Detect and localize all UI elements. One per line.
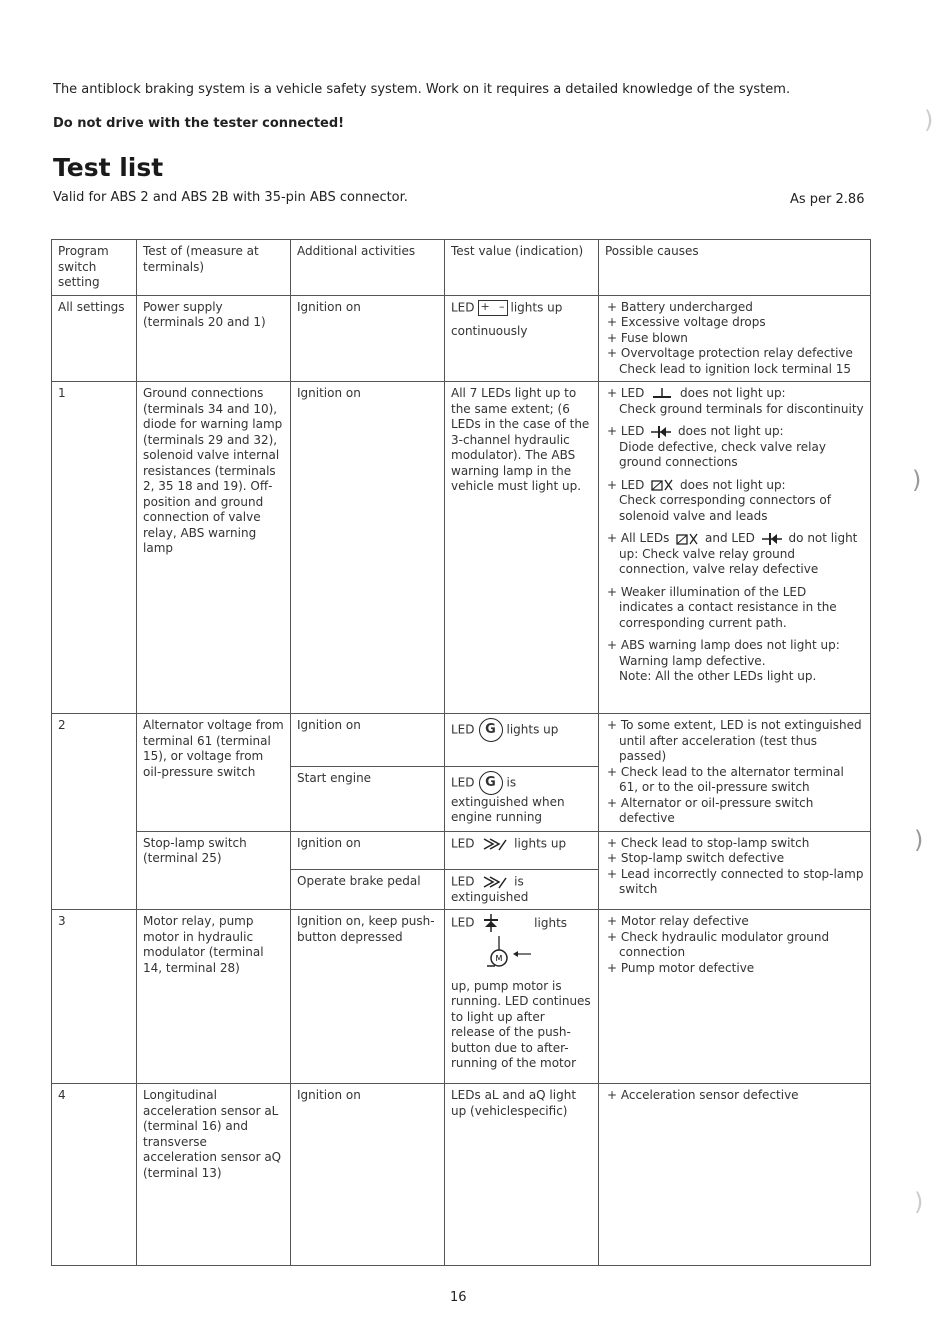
- cause-item: + Check hydraulic modulator ground connection: [607, 929, 830, 959]
- cause-item: + Overvoltage protection relay defective: [607, 346, 853, 360]
- header-causes: Possible causes: [599, 240, 871, 296]
- cause-item: + Lead incorrectly connected to stop-lamp switch: [607, 866, 864, 896]
- test-of-cell: Alternator voltage from terminal 61 (terminal 15), or voltage from oil-pressure switch: [137, 714, 291, 832]
- header-value: Test value (indication): [445, 240, 599, 296]
- generator-g-icon: G: [479, 718, 503, 742]
- activity-cell: Ignition on: [291, 295, 445, 382]
- causes-cell: [599, 382, 871, 714]
- activity-cell: Ignition on, keep push-button depressed: [291, 910, 445, 1084]
- header-activities: Additional activities: [291, 240, 445, 296]
- activity-cell: Ignition on: [291, 714, 445, 767]
- activity-cell: Ignition on: [291, 382, 445, 714]
- solenoid-valve-icon: [676, 532, 698, 546]
- causes-cell: [599, 1084, 871, 1266]
- scan-edge-mark: ): [914, 826, 924, 854]
- activity-cell: Operate brake pedal: [291, 869, 445, 910]
- row-setting-1: [52, 382, 871, 714]
- value-cell: LED is extinguished: [445, 869, 599, 910]
- causes-cell: [599, 295, 871, 382]
- scan-edge-mark: ): [912, 466, 922, 494]
- value-cell: LED lights M up, pump motor is running. LED continues to light up after release of the push-button due to after-running of the motor: [445, 910, 599, 1084]
- cause-item: + Alternator or oil-pressure switch defective: [607, 795, 814, 825]
- value-cell: LED G is extinguished when engine running: [445, 766, 599, 831]
- header-test-of: Test of (measure at terminals): [137, 240, 291, 296]
- causes-cell: [599, 910, 871, 1084]
- page-title: Test list: [53, 153, 164, 182]
- activity-cell: Ignition on: [291, 1084, 445, 1266]
- brake-light-icon: [481, 874, 507, 890]
- row-setting-4: [52, 1084, 871, 1266]
- cause-item: + Battery undercharged: [607, 299, 753, 314]
- svg-text:M: M: [495, 954, 503, 963]
- cause-item: + LED does not light up: Check ground terminals for discontinuity: [607, 386, 864, 416]
- cause-item: + Weaker illumination of the LED indicates a contact resistance in the corresponding current path.: [607, 584, 837, 630]
- value-cell: LED+ – lights up continuously: [445, 295, 599, 382]
- causes-cell: [599, 831, 871, 910]
- ground-symbol-icon: [651, 388, 673, 400]
- cause-item: + All LEDs and LED do not light up: Check valve relay ground connection, valve relay defective: [607, 531, 858, 576]
- intro-text: The antiblock braking system is a vehicle safety system. Work on it requires a detailed knowledge of the system.: [53, 82, 791, 97]
- test-list-table: [51, 239, 871, 1266]
- activity-cell: Ignition on: [291, 831, 445, 869]
- header-row: [52, 240, 871, 296]
- row-setting-2a: [52, 714, 871, 767]
- diode-symbol-icon: [762, 532, 782, 546]
- row-setting-2c: [52, 831, 871, 869]
- brake-light-icon: [481, 836, 507, 852]
- setting-cell: 4: [52, 1084, 137, 1266]
- value-cell: All 7 LEDs light up to the same extent; (6 LEDs in the case of the 3-channel hydraulic modulator). The ABS warning lamp in the vehicle must light up.: [445, 382, 599, 714]
- value-cell: LED lights up: [445, 831, 599, 869]
- test-of-cell: Motor relay, pump motor in hydraulic modulator (terminal 14, terminal 28): [137, 910, 291, 1084]
- setting-cell: 2: [52, 714, 137, 910]
- diode-symbol-icon: [651, 425, 671, 439]
- test-of-cell: Stop-lamp switch (terminal 25): [137, 831, 291, 910]
- setting-cell: 3: [52, 910, 137, 1084]
- cause-item: + ABS warning lamp does not light up: Warning lamp defective. Note: All the other LEDs light up.: [607, 638, 840, 683]
- led-plus-minus-icon: [478, 300, 508, 316]
- cause-item: + Acceleration sensor defective: [607, 1088, 799, 1102]
- cause-item: + Excessive voltage drops: [607, 315, 766, 329]
- validity-note: Valid for ABS 2 and ABS 2B with 35-pin ABS connector.: [53, 190, 408, 205]
- warning-text: Do not drive with the tester connected!: [53, 116, 345, 131]
- cause-item: + Pump motor defective: [607, 960, 755, 975]
- cause-item: + Motor relay defective: [607, 914, 749, 928]
- generator-g-icon: G: [479, 771, 503, 795]
- setting-cell: 1: [52, 382, 137, 714]
- page-number: 16: [450, 1290, 467, 1305]
- cause-item: + Check lead to stop-lamp switch: [607, 835, 810, 850]
- cause-item: + LED does not light up: Diode defective, check valve relay ground connections: [607, 424, 826, 469]
- scan-edge-mark: ): [914, 1188, 924, 1216]
- diode-symbol-icon: [481, 914, 501, 932]
- as-per-date: As per 2.86: [790, 192, 865, 207]
- cause-item: + Check lead to the alternator terminal 61, or to the oil-pressure switch: [607, 764, 844, 794]
- cause-item: + LED does not light up: Check corresponding connectors of solenoid valve and leads: [607, 477, 831, 523]
- causes-cell: [599, 714, 871, 832]
- header-setting: Program switch setting: [52, 240, 137, 296]
- activity-cell: Start engine: [291, 766, 445, 831]
- cause-item: + To some extent, LED is not extinguished until after acceleration (test thus passed): [607, 718, 862, 763]
- cause-item: + Stop-lamp switch defective: [607, 851, 785, 865]
- cause-item: + Fuse blown: [607, 330, 688, 345]
- row-setting-3: [52, 910, 871, 1084]
- scan-edge-mark: ): [924, 106, 934, 134]
- value-cell: LEDs aL and aQ light up (vehiclespecific): [445, 1084, 599, 1266]
- row-all-settings: [52, 295, 871, 382]
- test-of-cell: Power supply (terminals 20 and 1): [137, 295, 291, 382]
- test-of-cell: Ground connections (terminals 34 and 10), diode for warning lamp (terminals 29 and 32), solenoid valve internal resistances (terminals 2, 35 18 and 19). Off-position and ground connection of valve relay, ABS warning lamp: [137, 382, 291, 714]
- pump-motor-icon: [487, 936, 537, 968]
- setting-cell: All settings: [52, 295, 137, 382]
- solenoid-valve-icon: [651, 478, 673, 492]
- cause-item: Check lead to ignition lock terminal 15: [619, 361, 852, 376]
- test-of-cell: Longitudinal acceleration sensor aL (terminal 16) and transverse acceleration sensor aQ (terminal 13): [137, 1084, 291, 1266]
- value-cell: LED G lights up: [445, 714, 599, 767]
